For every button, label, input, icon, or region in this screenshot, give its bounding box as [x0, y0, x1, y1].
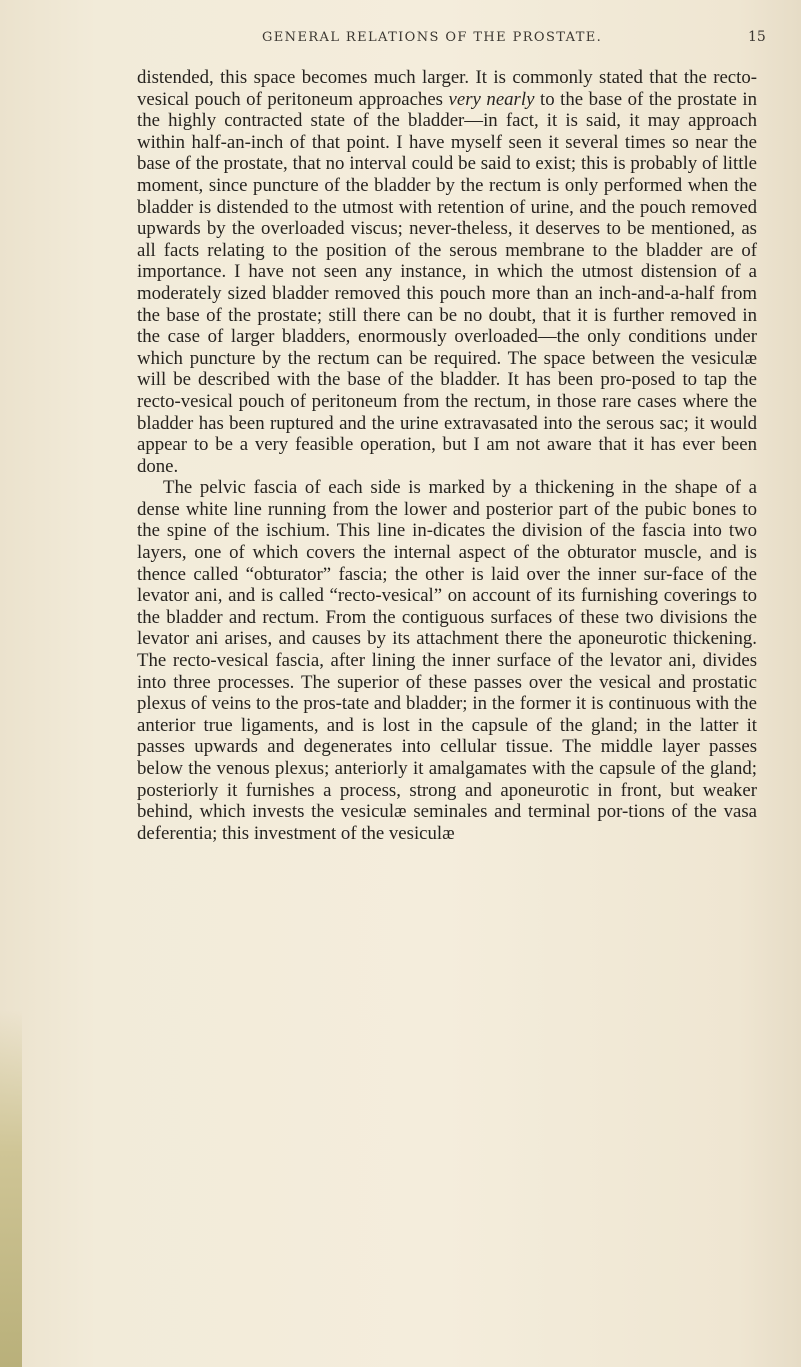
paragraph-text: to the base of the prostate in the highly contracted state of the bladder—in fact, it is said, it may approach within half-an-inch of that point. I have myself seen it several times so near the base of the prostate, that no interval could be said to exist; this is probably of little moment, since puncture of the bladder by the rectum is only performed when the bladder is distended to the utmost with retention of urine, and the pouch removed upwards by the overloaded viscus; never-theless, it deserves to be mentioned, as all facts relating to the position of the serous membrane to the bladder are of importance. I have not seen any instance, in which the utmost distension of a moderately sized bladder removed this pouch more than an inch-and-a-half from the base of the prostate; still there can be no doubt, that it is further removed in the case of larger bladders, enormously overloaded—the only conditions under which puncture by the rectum can be required. The space between the vesiculæ will be described with the base of the bladder. It has been pro-posed to tap the recto-vesical pouch of peritoneum from the rectum, in those rare cases where the bladder has been ruptured and the urine extravasated into the serous sac; it would appear to be a very feasible operation, but I am not aware that it has ever been done. [137, 88, 757, 477]
italic-text: very nearly [448, 88, 535, 110]
page-number: 15 [748, 29, 766, 45]
running-header-title: GENERAL RELATIONS OF THE PROSTATE. [262, 30, 603, 45]
paragraph-text: distended, this space becomes much larger. It is commonly stated that the recto-vesical pouch of peritoneum approaches [137, 67, 757, 110]
paragraph [137, 67, 757, 477]
paragraph: The pelvic fascia of each side is marked by a thickening in the shape of a dense white line running from the lower and posterior part of the pubic bones to the spine of the ischium. This line in-dicates the division of the fascia into two layers, one of which covers the internal aspect of the obturator muscle, and is thence called “obturator” fascia; the other is laid over the inner sur-face of the levator ani, and is called “recto-vesical” on account of its furnishing coverings to the bladder and rectum. From the contiguous surfaces of these two divisions the levator ani arises, and causes by its attachment there the aponeurotic thickening. The recto-vesical fascia, after lining the inner surface of the levator ani, divides into three processes. The superior of these passes over the vesical and prostatic plexus of veins to the pros-tate and bladder; in the former it is continuous with the anterior true ligaments, and is lost in the capsule of the gland; in the latter it passes upwards and degenerates into cellular tissue. The middle layer passes below the venous plexus; anteriorly it amalgamates with the capsule of the gland; posteriorly it furnishes a process, strong and aponeurotic in front, but weaker behind, which invests the vesiculæ seminales and terminal por-tions of the vasa deferentia; this investment of the vesiculæ [137, 477, 757, 844]
body-text [137, 67, 757, 844]
page-edge-shadow [0, 1010, 22, 1367]
